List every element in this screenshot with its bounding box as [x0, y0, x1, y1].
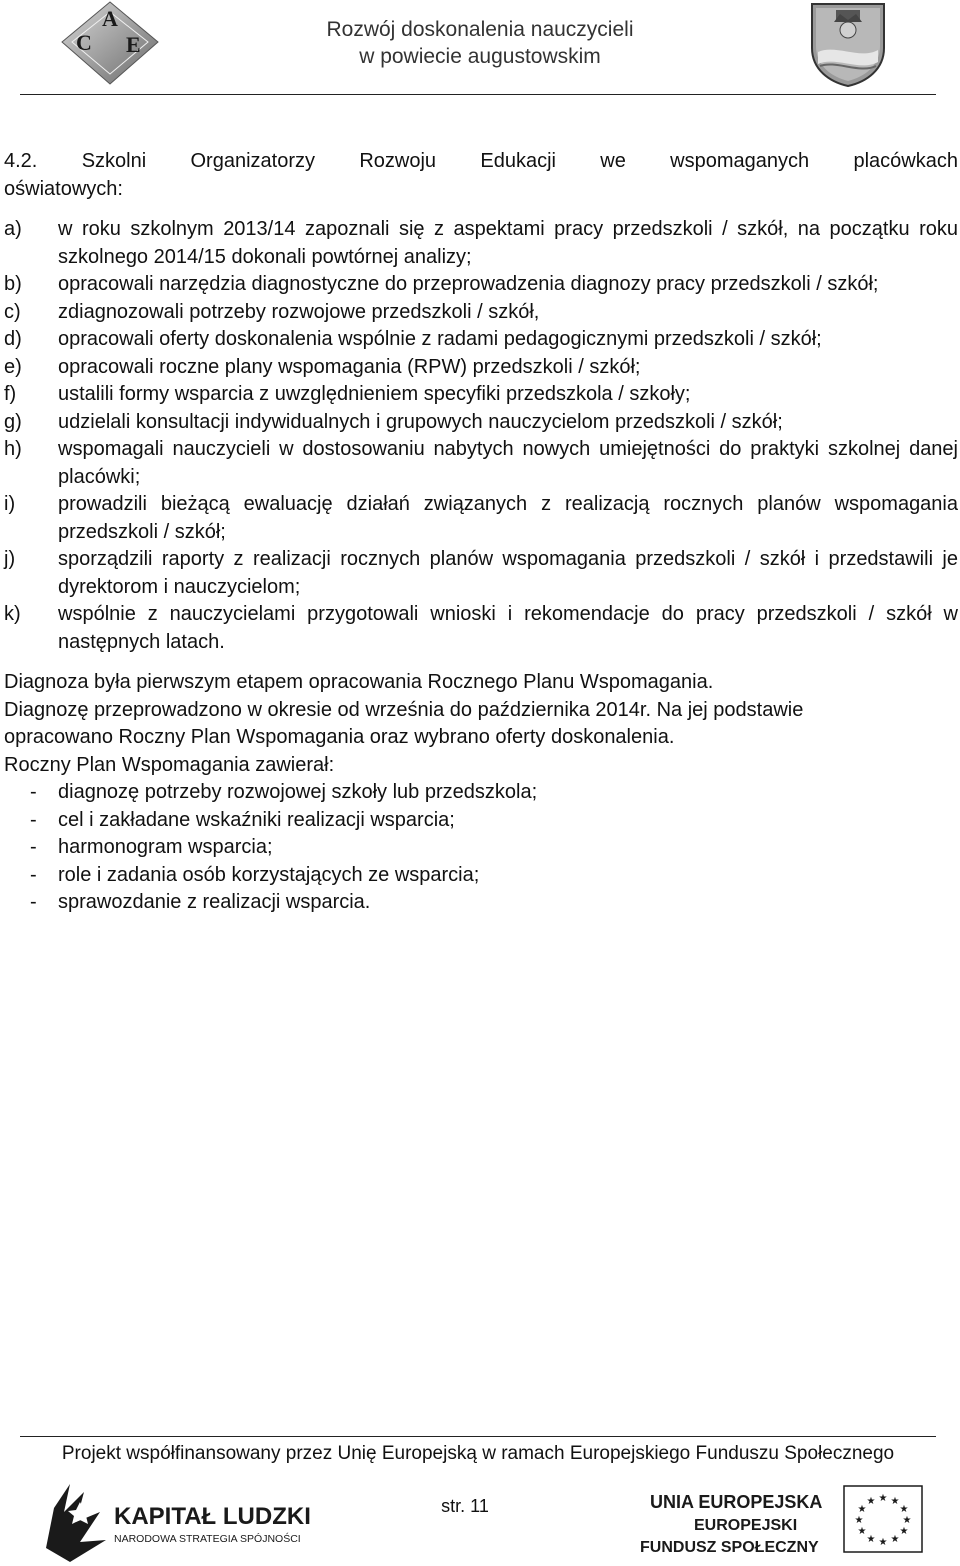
summary-line4: Roczny Plan Wspomagania zawierał: — [4, 753, 335, 776]
activities-list — [4, 216, 958, 656]
svg-text:★: ★ — [890, 1496, 900, 1507]
list-item-label: k) — [4, 603, 21, 625]
logo-letter-a: A — [102, 6, 118, 31]
list-item-text: sporządzili raporty z realizacji rocznych planów wspomagania przedszkoli / szkół i przedstawili je dyrektorom i nauczycielom; — [58, 548, 958, 598]
list-item-label: e) — [4, 355, 22, 378]
list-item-text: diagnozę potrzeby rozwojowej szkoły lub przedszkola; — [58, 781, 538, 803]
svg-text:★: ★ — [890, 1534, 900, 1545]
list-item — [4, 216, 958, 271]
header-title-line2: w powiecie augustowskim — [359, 45, 601, 68]
footer-project-line: Projekt współfinansowany przez Unię Europejską w ramach Europejskiego Funduszu Społecznego — [61, 1443, 895, 1464]
list-item — [4, 326, 958, 354]
list-item-text: ustalili formy wsparcia z uwzględnieniem specyfiki przedszkola / szkoły; — [58, 383, 691, 405]
eu-logo-icon — [640, 1478, 940, 1564]
list-item — [4, 779, 958, 807]
list-item-text: w roku szkolnym 2013/14 zapoznali się z aspektami pracy przedszkoli / szkół, na początku roku szkolnego 2014/15 dokonali powtórnej analizy; — [58, 218, 958, 268]
section-heading-line1: 4.2. Szkolni Organizatorzy Rozwoju Edukacji we wspomaganych placówkach — [4, 150, 958, 172]
page-footer — [0, 1474, 960, 1566]
dash-bullet: - — [30, 808, 37, 831]
list-item-text: prowadzili bieżącą ewaluację działań związanych z realizacją rocznych planów wspomagania przedszkoli / szkół; — [58, 493, 958, 543]
list-item — [4, 299, 958, 327]
kl-subtitle: NARODOWA STRATEGIA SPÓJNOŚCI — [114, 1533, 301, 1545]
ue-line1: UNIA EUROPEJSKA — [650, 1492, 823, 1512]
list-item — [4, 381, 958, 409]
summary-line3: opracowano Roczny Plan Wspomagania oraz wybrano oferty doskonalenia. — [4, 726, 675, 748]
county-crest-icon — [806, 0, 890, 88]
logo-letter-c: C — [76, 30, 92, 55]
list-item — [4, 862, 958, 890]
page-number: str. 11 — [441, 1496, 489, 1516]
ue-line3: FUNDUSZ SPOŁECZNY — [640, 1539, 819, 1556]
list-item-text: wspólnie z nauczycielami przygotowali wnioski i rekomendacje do pracy przedszkoli / szkół w następnych latach. — [58, 603, 958, 653]
dash-bullet: - — [30, 781, 37, 803]
list-item — [4, 436, 958, 491]
list-item-label: f) — [4, 383, 17, 405]
svg-text:★: ★ — [899, 1504, 909, 1515]
list-item-text: role i zadania osób korzystających ze wsparcia; — [58, 863, 480, 886]
dash-bullet: - — [30, 863, 37, 886]
list-item — [4, 546, 958, 601]
list-item-text: udzielali konsultacji indywidualnych i grupowych nauczycielom przedszkoli / szkół; — [58, 410, 783, 433]
list-item-label: c) — [4, 300, 21, 323]
summary-line2: Diagnozę przeprowadzono w okresie od września do października 2014r. Na jej podstawie — [4, 698, 804, 721]
list-item-text: opracowali narzędzia diagnostyczne do przeprowadzenia diagnozy pracy przedszkoli / szkół; — [58, 273, 879, 295]
list-item — [4, 601, 958, 656]
list-item-label: g) — [4, 410, 22, 433]
section-content — [4, 148, 958, 917]
list-item-text: opracowali roczne plany wspomagania (RPW) przedszkoli / szkół; — [58, 355, 641, 378]
list-item — [4, 807, 958, 835]
svg-text:★: ★ — [857, 1504, 867, 1515]
dash-bullet: - — [30, 891, 37, 913]
plan-contents-list — [4, 779, 958, 917]
kl-title: KAPITAŁ LUDZKI — [114, 1503, 311, 1530]
header-title — [260, 16, 700, 70]
list-item-label: d) — [4, 328, 22, 350]
list-item-text: cel i zakładane wskaźniki realizacji wsparcia; — [58, 808, 455, 831]
footer-divider — [20, 1436, 936, 1437]
cae-logo-icon — [58, 0, 162, 86]
kapital-ludzki-logo-icon — [40, 1478, 340, 1564]
logo-letter-e: E — [126, 32, 141, 57]
svg-text:★: ★ — [866, 1534, 876, 1545]
list-item-text: wspomagali nauczycieli w dostosowaniu nabytych nowych umiejętności do praktyki szkolnej danej placówki; — [58, 438, 958, 488]
page-header — [0, 0, 960, 96]
dash-bullet: - — [30, 836, 37, 858]
list-item — [4, 409, 958, 437]
list-item — [4, 354, 958, 382]
svg-text:★: ★ — [857, 1526, 867, 1537]
list-item — [4, 889, 958, 917]
list-item-label: b) — [4, 273, 22, 295]
summary-paragraph — [4, 669, 958, 917]
section-heading-line2: oświatowych: — [4, 177, 123, 200]
list-item-text: zdiagnozowali potrzeby rozwojowe przedszkoli / szkół, — [58, 300, 540, 323]
list-item — [4, 491, 958, 546]
list-item-label: j) — [4, 548, 16, 570]
header-title-line1: Rozwój doskonalenia nauczycieli — [326, 18, 634, 41]
list-item-text: harmonogram wsparcia; — [58, 836, 273, 858]
list-item — [4, 834, 958, 862]
list-item — [4, 271, 958, 299]
svg-text:★: ★ — [878, 1493, 888, 1504]
section-heading — [4, 148, 958, 203]
list-item-label: h) — [4, 438, 22, 460]
list-item-label: a) — [4, 218, 22, 240]
header-divider — [20, 94, 936, 95]
svg-text:★: ★ — [854, 1515, 864, 1526]
svg-text:★: ★ — [902, 1515, 912, 1526]
svg-text:★: ★ — [899, 1526, 909, 1537]
svg-text:★: ★ — [878, 1537, 888, 1548]
ue-line2: EUROPEJSKI — [694, 1517, 798, 1534]
summary-line1: Diagnoza była pierwszym etapem opracowania Rocznego Planu Wspomagania. — [4, 671, 714, 693]
list-item-label: i) — [4, 493, 16, 515]
list-item-text: sprawozdanie z realizacji wsparcia. — [58, 891, 371, 913]
list-item-text: opracowali oferty doskonalenia wspólnie z radami pedagogicznymi przedszkoli / szkół; — [58, 328, 822, 350]
svg-text:★: ★ — [866, 1496, 876, 1507]
